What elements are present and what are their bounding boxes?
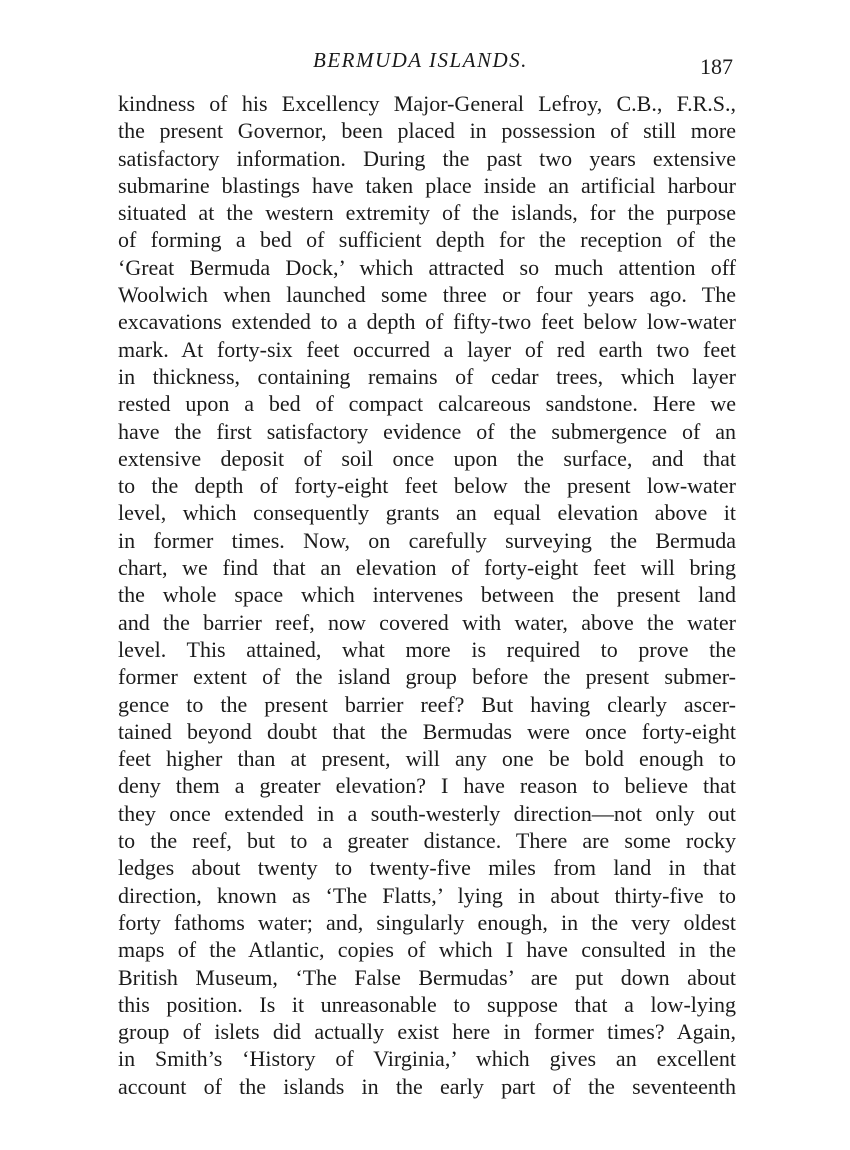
- text-line: gence to the present barrier reef? But having clearly ascer-: [118, 691, 736, 717]
- text-line: deny them a greater elevation? I have reason to believe that: [118, 773, 736, 799]
- text-line: to the depth of forty-eight feet below the present low-water: [118, 473, 736, 499]
- text-line: mark. At forty-six feet occurred a layer of red earth two feet: [118, 336, 736, 362]
- text-line: in thickness, containing remains of cedar trees, which layer: [118, 363, 736, 389]
- running-head: BERMUDA ISLANDS.: [313, 48, 528, 72]
- text-line: and the barrier reef, now covered with water, above the water: [118, 609, 736, 635]
- text-line: the present Governor, been placed in possession of still more: [118, 118, 736, 144]
- text-line: in former times. Now, on carefully surveying the Bermuda: [118, 527, 736, 553]
- text-line: kindness of his Excellency Major-General Lefroy, C.B., F.R.S.,: [118, 91, 736, 116]
- text-line: rested upon a bed of compact calcareous sandstone. Here we: [118, 391, 736, 417]
- text-line: feet higher than at present, will any one be bold enough to: [118, 746, 736, 772]
- text-line: of forming a bed of sufficient depth for the reception of the: [118, 227, 736, 253]
- text-line: they once extended in a south-westerly direction—not only out: [118, 800, 736, 826]
- text-line: have the first satisfactory evidence of the submergence of an: [118, 418, 736, 444]
- text-line: ‘Great Bermuda Dock,’ which attracted so much attention off: [118, 254, 736, 280]
- text-line: excavations extended to a depth of fifty-two feet below low-water: [118, 309, 736, 335]
- text-line: maps of the Atlantic, copies of which I have consulted in the: [118, 937, 736, 963]
- text-line: group of islets did actually exist here in former times? Again,: [118, 1019, 736, 1045]
- text-line: forty fathoms water; and, singularly enough, in the very oldest: [118, 909, 736, 935]
- text-line: chart, we find that an elevation of forty-eight feet will bring: [118, 555, 736, 581]
- text-line: situated at the western extremity of the islands, for the purpose: [118, 200, 736, 226]
- text-line: satisfactory information. During the past two years extensive: [118, 145, 736, 171]
- text-line: level. This attained, what more is required to prove the: [118, 636, 736, 662]
- text-line: level, which consequently grants an equal elevation above it: [118, 500, 736, 526]
- text-line: this position. Is it unreasonable to suppose that a low-lying: [118, 991, 736, 1017]
- text-line: extensive deposit of soil once upon the surface, and that: [118, 445, 736, 471]
- text-line: to the reef, but to a greater distance. There are some rocky: [118, 828, 736, 854]
- text-line: in Smith’s ‘History of Virginia,’ which gives an excellent: [118, 1046, 736, 1072]
- text-line: submarine blastings have taken place inside an artificial harbour: [118, 172, 736, 198]
- text-line: ledges about twenty to twenty-five miles from land in that: [118, 855, 736, 881]
- text-line: Woolwich when launched some three or four years ago. The: [118, 282, 736, 308]
- text-line: British Museum, ‘The False Bermudas’ are put down about: [118, 964, 736, 990]
- page-number: 187: [700, 54, 733, 79]
- text-line: the whole space which intervenes between the present land: [118, 582, 736, 608]
- text-line: tained beyond doubt that the Bermudas were once forty-eight: [118, 718, 736, 744]
- text-line: account of the islands in the early part of the seventeenth: [118, 1073, 736, 1099]
- text-line: former extent of the island group before the present submer-: [118, 664, 736, 690]
- body-text: [118, 90, 736, 1100]
- text-line: direction, known as ‘The Flatts,’ lying in about thirty-five to: [118, 882, 736, 908]
